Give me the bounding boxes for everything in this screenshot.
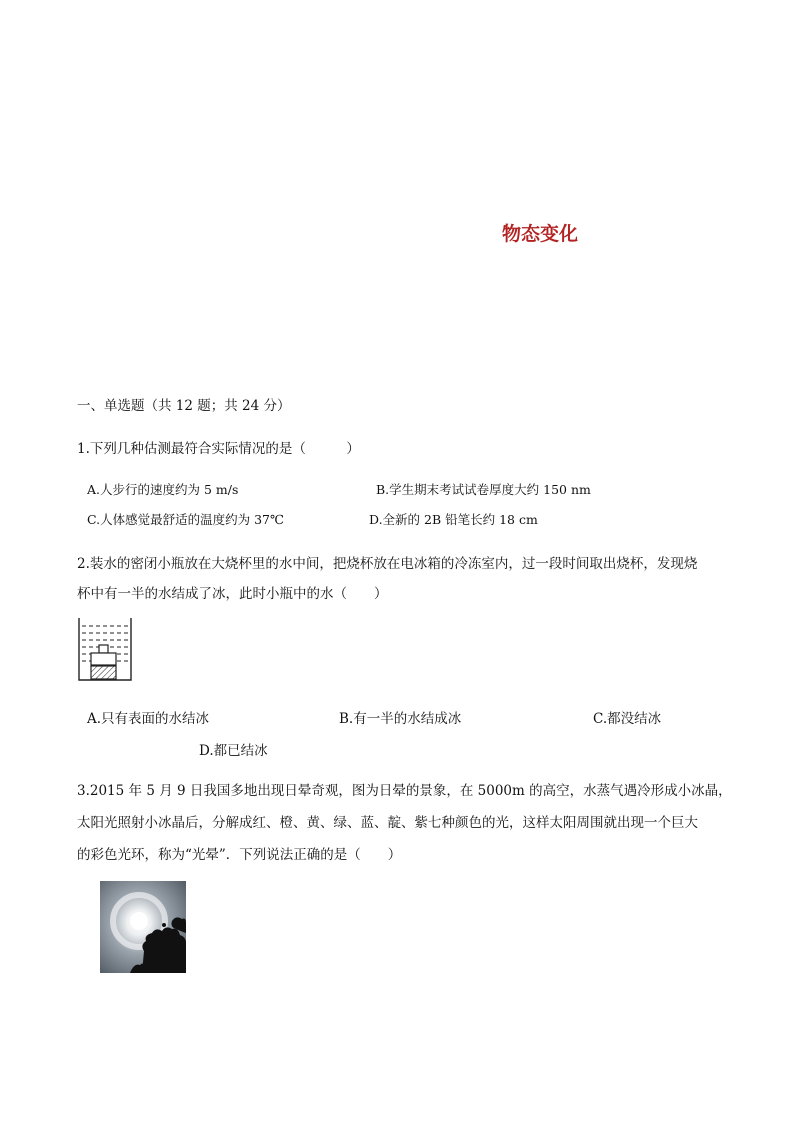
question-1-option-b: B.学生期末考试试卷厚度大约 150 nm (376, 482, 591, 497)
page-title: 物态变化 (501, 223, 578, 245)
question-3-stem-line-3: 的彩色光环，称为“光晕”．下列说法正确的是（ ） (77, 847, 402, 863)
question-2-option-c: C.都没结冰 (593, 711, 662, 727)
question-2-option-a: A.只有表面的水结冰 (87, 711, 210, 727)
question-3-stem-line-1: 3.2015 年 5 月 9 日我国多地出现日晕奇观，图为日晕的景象，在 5000m 的高空，水蒸气遇冷形成小冰晶， (77, 783, 732, 799)
question-2-option-d: D.都已结冰 (199, 743, 268, 759)
question-1-option-c: C.人体感觉最舒适的温度约为 37℃ (87, 512, 284, 527)
question-1-stem: 1.下列几种估测最符合实际情况的是（ ） (77, 441, 360, 457)
question-2-option-b: B.有一半的水结成冰 (339, 711, 462, 727)
sun-halo-photo (100, 881, 186, 973)
beaker-with-bottle-figure (77, 618, 133, 682)
section-heading: 一、单选题（共 12 题；共 24 分） (77, 398, 291, 414)
question-1-option-a: A.人步行的速度约为 5 m/s (87, 482, 239, 497)
question-1-option-d: D.全新的 2B 铅笔长约 18 cm (369, 512, 538, 527)
question-2-stem-line-2: 杯中有一半的水结成了冰，此时小瓶中的水（ ） (77, 586, 388, 602)
question-3-stem-line-2: 太阳光照射小冰晶后，分解成红、橙、黄、绿、蓝、靛、紫七种颜色的光，这样太阳周围就出现一个巨大 (77, 815, 698, 831)
question-2-stem-line-1: 2.装水的密闭小瓶放在大烧杯里的水中间，把烧杯放在电冰箱的冷冻室内，过一段时间取出烧杯，发现烧 (77, 556, 698, 572)
